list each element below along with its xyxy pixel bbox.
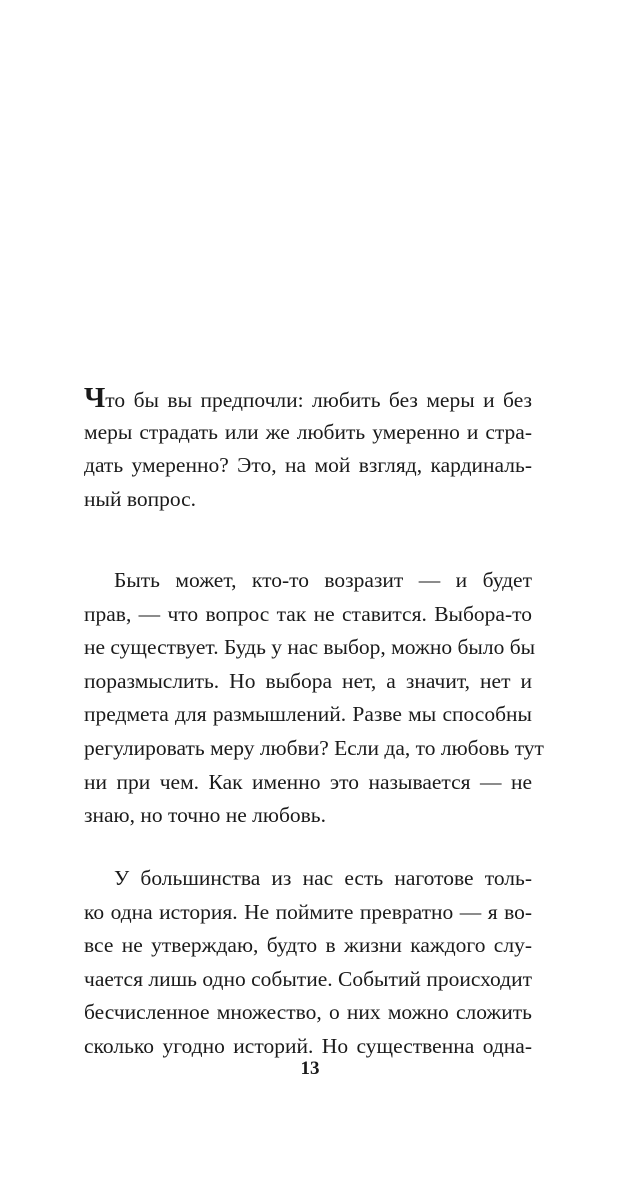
paragraph-line xyxy=(84,564,532,598)
paragraph-line: все не утверждаю, будто в жизни каждого слу- xyxy=(84,933,532,958)
drop-initial: Ч xyxy=(84,382,106,414)
paragraph-line xyxy=(84,382,532,416)
paragraph-line: прав, — что вопрос так не ставится. Выбора-то xyxy=(84,601,532,626)
paragraph-line: знаю, но точно не любовь. xyxy=(84,803,326,828)
page-number: 13 xyxy=(300,1058,320,1079)
paragraph-line: бесчисленное множество, о них можно сложить xyxy=(84,1000,532,1025)
paragraph-3 xyxy=(84,862,532,1064)
paragraph-line: не существует. Будь у нас выбор, можно было бы xyxy=(84,635,536,660)
paragraph-line: ный вопрос. xyxy=(84,486,197,511)
line-text: Быть может, кто-то возразит — и будет xyxy=(114,568,532,592)
paragraph-line: регулировать меру любви? Если да, то любовь тут xyxy=(84,735,544,760)
paragraph-1 xyxy=(84,382,532,516)
paragraph-line: меры страдать или же любить умеренно и стра- xyxy=(84,419,532,444)
paragraph-line xyxy=(84,862,532,896)
paragraph-line: сколько угодно историй. Но существенна одна- xyxy=(84,1033,532,1058)
paragraph-line: ко одна история. Не поймите превратно — я во- xyxy=(84,899,532,924)
line-text: то бы вы предпочли: любить без меры и без xyxy=(105,388,532,412)
paragraph-line: предмета для размышлений. Разве мы способны xyxy=(84,702,532,727)
paragraph-line: поразмыслить. Но выбора нет, а значит, нет и xyxy=(84,668,532,693)
paragraph-2 xyxy=(84,564,544,833)
line-text: У большинства из нас есть наготове толь- xyxy=(114,866,532,890)
paragraph-line: дать умеренно? Это, на мой взгляд, кардиналь- xyxy=(84,453,532,478)
paragraph-line: чается лишь одно событие. Событий происходит xyxy=(84,966,532,991)
paragraph-line: ни при чем. Как именно это называется — не xyxy=(84,769,532,794)
